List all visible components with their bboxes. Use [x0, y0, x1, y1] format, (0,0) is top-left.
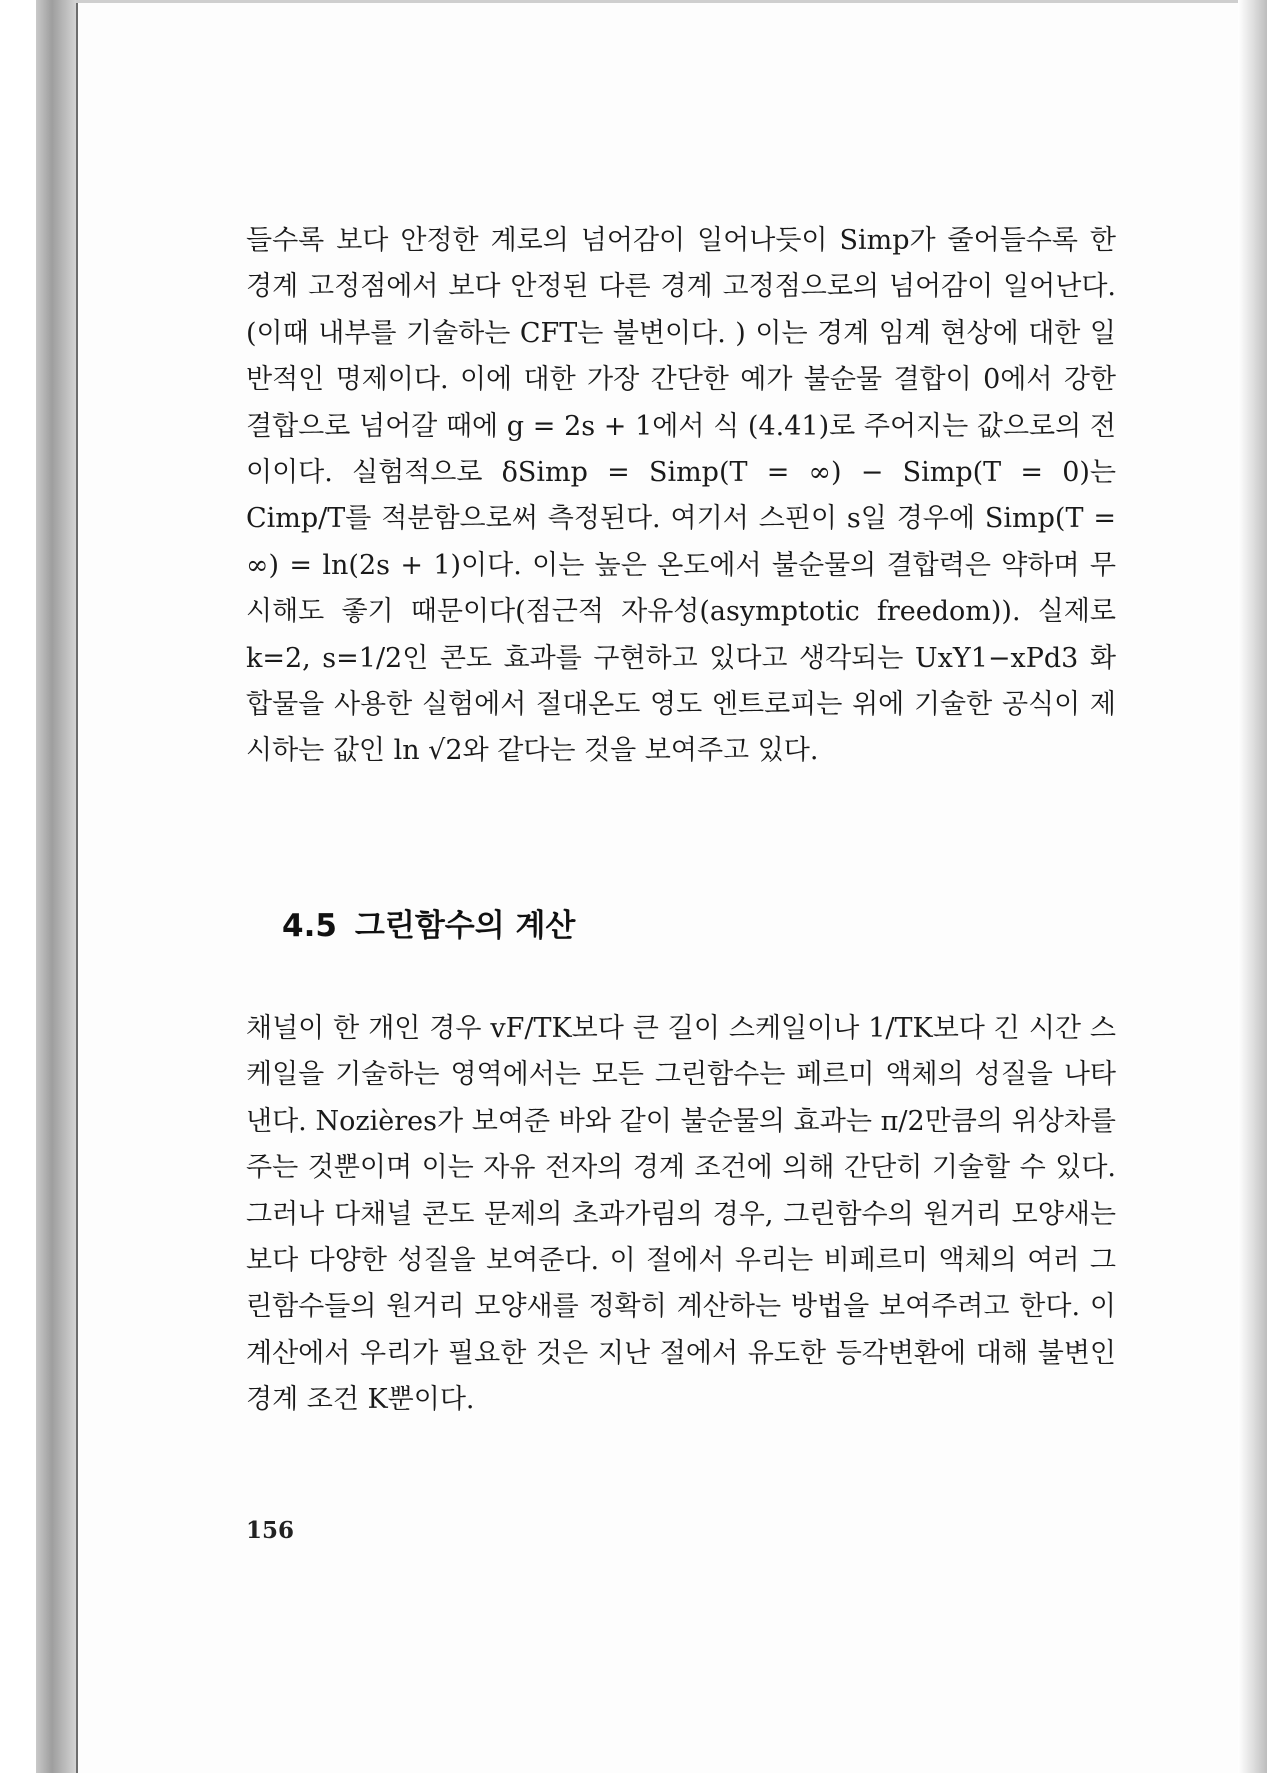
book-spine [36, 0, 76, 1773]
section-number: 4.5 [282, 908, 337, 944]
page-number: 156 [246, 1517, 295, 1544]
section-heading [282, 906, 575, 946]
body-paragraph-1: 들수록 보다 안정한 계로의 넘어감이 일어나듯이 Simp가 줄어들수록 한 경계 고정점에서 보다 안정된 다른 경계 고정점으로의 넘어감이 일어난다. (이때 내부를 기술하는 CFT는 불변이다. ) 이는 경계 임계 현상에 대한 일반적인 명제이다. 이에 대한 가장 간단한 예가 불순물 결합이 0에서 강한 결합으로 넘어갈 때에 g = 2s + 1에서 식 (4.41)로 주어지는 값으로의 전이이다. 실험적으로 δSimp = Simp(T = ∞) − Simp(T = 0)는 Cimp/T를 적분함으로써 측정된다. 여기서 스핀이 s일 경우에 Simp(T = ∞) = ln(2s + 1)이다. 이는 높은 온도에서 불순물의 결합력은 약하며 무시해도 좋기 때문이다(점근적 자유성(asymptotic freedom)). 실제로 k=2, s=1/2인 콘도 효과를 구현하고 있다고 생각되는 UxY1−xPd3 화합물을 사용한 실험에서 절대온도 영도 엔트로피는 위에 기술한 공식이 제시하는 값인 ln √2와 같다는 것을 보여주고 있다. [246, 225, 1116, 767]
section-title: 그린함수의 계산 [354, 908, 576, 944]
body-paragraph-2: 채널이 한 개인 경우 vF/TK보다 큰 길이 스케일이나 1/TK보다 긴 시간 스케일을 기술하는 영역에서는 모든 그린함수는 페르미 액체의 성질을 나타낸다. Nozières가 보여준 바와 같이 불순물의 효과는 π/2만큼의 위상차를 주는 것뿐이며 이는 자유 전자의 경계 조건에 의해 간단히 기술할 수 있다. 그러나 다채널 콘도 문제의 초과가림의 경우, 그린함수의 원거리 모양새는 보다 다양한 성질을 보여준다. 이 절에서 우리는 비페르미 액체의 여러 그린함수들의 원거리 모양새를 정확히 계산하는 방법을 보여주려고 한다. 이 계산에서 우리가 필요한 것은 지난 절에서 유도한 등각변환에 대해 불변인 경계 조건 K뿐이다. [246, 1013, 1116, 1416]
page-right-edge [1238, 0, 1267, 1773]
